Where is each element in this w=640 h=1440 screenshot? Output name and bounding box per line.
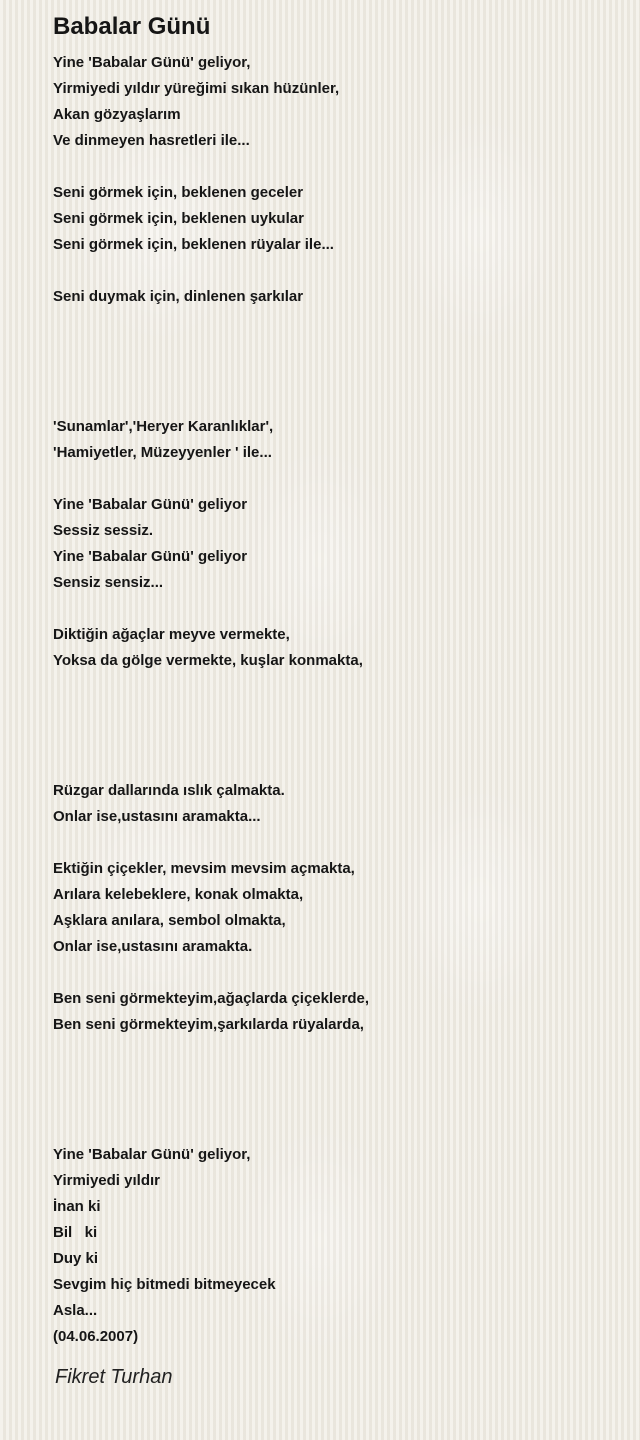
- poem-date: (04.06.2007): [53, 1328, 139, 1345]
- poem-title: Babalar Günü: [53, 13, 211, 40]
- poem-author[interactable]: Fikret Turhan: [55, 1366, 173, 1388]
- poem-body: Yine 'Babalar Günü' geliyor, Yirmiyedi yıldır yüreğimi sıkan hüzünler, Akan gözyaşlarım Ve dinmeyen hasretleri ile... Seni görmek için, beklenen geceler Seni görmek için, beklenen uykular Seni görmek için, beklenen rüyalar ile... Seni duymak için, dinlenen şarkılar 'Sunamlar','Heryer Karanlıklar', 'Hamiyetler, Müzeyyenler ' ile... Yine 'Babalar Günü' geliyor Sessiz sessiz. Yine 'Babalar Günü' geliyor Sensiz sensiz... Diktiğin ağaçlar meyve vermekte, Yoksa da gölge vermekte, kuşlar konmakta, Rüzgar dallarında ıslık çalmakta. Onlar ise,ustasını aramakta... Ektiğin çiçekler, mevsim mevsim açmakta, Arılara kelebeklere, konak olmakta, Aşklara anılara, sembol olmakta, Onlar ise,ustasını aramakta. Ben seni görmekteyim,ağaçlarda çiçeklerde, Ben seni görmekteyim,şarkılarda rüyalarda, Yine 'Babalar Günü' geliyor, Yirmiyedi yıldır İnan ki Bil ki Duy ki Sevgim hiç bitmedi bitmeyecek Asla...: [53, 54, 369, 1319]
